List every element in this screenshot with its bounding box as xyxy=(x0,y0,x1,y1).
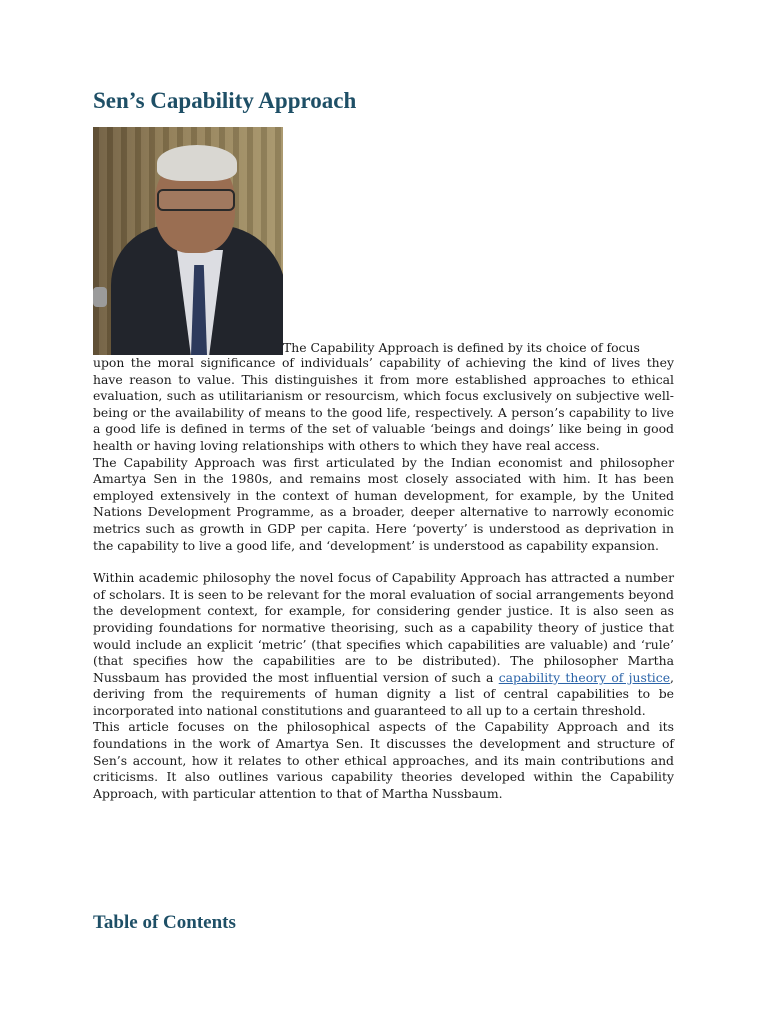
article-body xyxy=(93,127,674,802)
paragraph-3: Within academic philosophy the novel focus of Capability Approach has attracted a number of scholars. It is seen to be relevant for the moral evaluation of social arrangements beyond the development context, for example, for considering gender justice. It is also seen as providing foundations for normative theorising, such as a capability theory of justice that would include an explicit ‘metric’ (that specifies which capabilities are valuable) and ‘rule’ (that specifies how the capabilities are to be distributed). The philosopher Martha Nussbaum has provided the most influential version of such a capability theory of justice, deriving from the requirements of human dignity a list of central capabilities to be incorporated into national constitutions and guaranteed to all up to a certain threshold. xyxy=(93,570,674,718)
paragraph-4: This article focuses on the philosophical aspects of the Capability Approach and its foundations in the work of Amartya Sen. It discusses the development and structure of Sen’s account, how it relates to other ethical approaches, and its main contributions and criticisms. It also outlines various capability theories developed within the Capability Approach, with particular attention to that of Martha Nussbaum. xyxy=(93,719,674,801)
paragraph-2: The Capability Approach was first articulated by the Indian economist and philosopher Amartya Sen in the 1980s, and remains most closely associated with him. It has been employed extensively in the context of human development, for example, by the United Nations Development Programme, as a broader, deeper alternative to narrowly economic metrics such as growth in GDP per capita. Here ‘poverty’ is understood as deprivation in the capability to live a good life, and ‘development’ is understood as capability expansion. xyxy=(93,454,674,553)
paragraph-1: upon the moral significance of individuals’ capability of achieving the kind of lives they have reason to value. This distinguishes it from more established approaches to ethical evaluation, such as utilitarianism or resourcism, which focus exclusively on subjective well-being or the availability of means to the good life, respectively. A person’s capability to live a good life is defined in terms of the set of valuable ‘beings and doings’ like being in good health or having loving relationships with others to which they have real access. xyxy=(93,355,674,453)
paragraph-1-first-line: The Capability Approach is defined by its choice of focus xyxy=(283,340,640,355)
portrait-photo xyxy=(93,127,283,355)
table-of-contents-heading: Table of Contents xyxy=(93,912,236,933)
capability-theory-link[interactable]: capability theory of justice xyxy=(498,669,671,685)
intro-line xyxy=(93,127,674,355)
page-title: Sen’s Capability Approach xyxy=(93,88,357,113)
